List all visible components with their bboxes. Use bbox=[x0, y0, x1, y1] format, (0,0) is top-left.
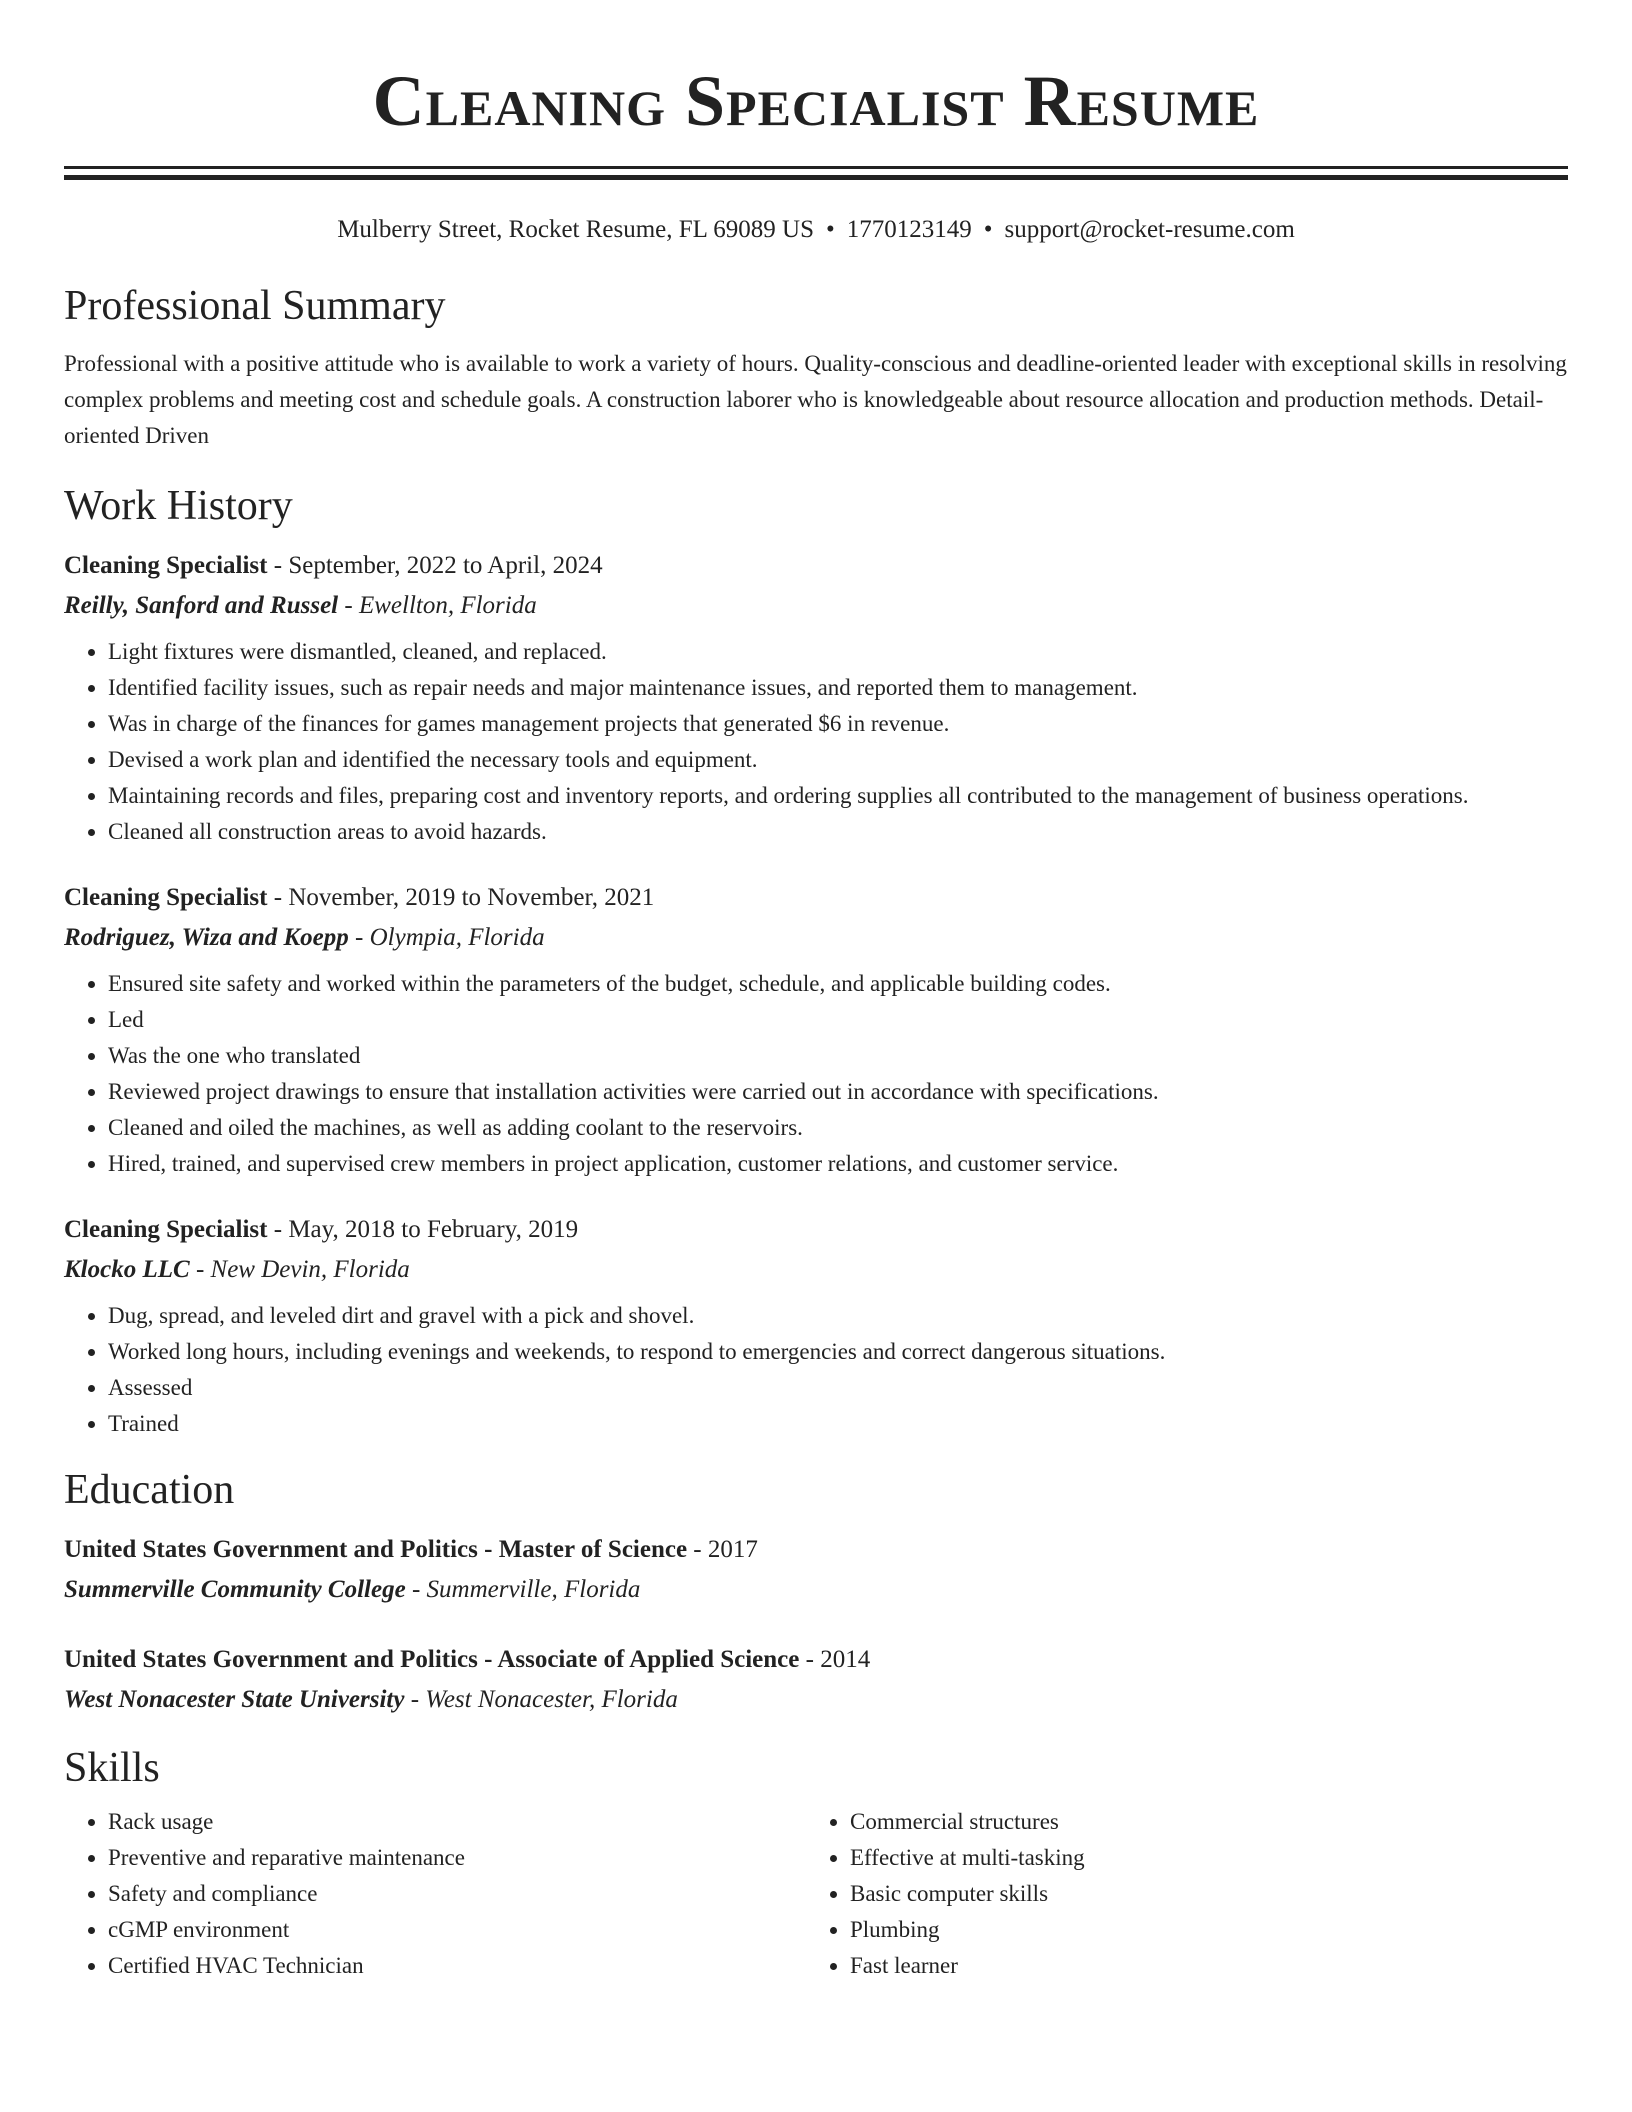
contact-line bbox=[64, 214, 1568, 246]
job-bullets bbox=[64, 1298, 1568, 1442]
skill-item: • Certified HVAC Technician bbox=[108, 1948, 806, 1984]
job-dates: - May, 2018 to February, 2019 bbox=[267, 1216, 579, 1243]
summary-text: Professional with a positive attitude who is available to work a variety of hours. Quality-conscious and deadline-oriented leader with exceptional skills in resolving complex problems and meeting cost and schedule goals. A construction laborer who is knowledgeable about resource allocation and production methods. Detail-oriented Driven bbox=[64, 351, 1567, 448]
contact-address: Mulberry Street, Rocket Resume, FL 69089 US bbox=[337, 216, 814, 243]
job-bullets bbox=[64, 966, 1568, 1182]
education-year: - 2014 bbox=[799, 1646, 871, 1673]
education-school-line bbox=[64, 1570, 1568, 1610]
job-entry bbox=[64, 1210, 1568, 1442]
contact-email: support@rocket-resume.com bbox=[1004, 216, 1295, 243]
job-bullets bbox=[64, 634, 1568, 850]
job-company: Klocko LLC bbox=[64, 1256, 190, 1283]
summary-heading: Professional Summary bbox=[64, 283, 446, 329]
skill-item: • Commercial structures bbox=[850, 1804, 1548, 1840]
job-bullet: • Was in charge of the finances for games management projects that generated $6 in revenue. bbox=[108, 706, 1568, 742]
job-bullet: • Dug, spread, and leveled dirt and gravel with a pick and shovel. bbox=[108, 1298, 1568, 1334]
resume-title: Cleaning Specialist Resume bbox=[372, 61, 1260, 141]
education-school: Summerville Community College bbox=[64, 1576, 406, 1603]
job-bullet: • Was the one who translated bbox=[108, 1038, 1568, 1074]
job-title: Cleaning Specialist bbox=[64, 552, 268, 579]
education-heading: Education bbox=[64, 1467, 235, 1513]
skills-heading: Skills bbox=[64, 1745, 160, 1791]
education-degree-line bbox=[64, 1530, 1568, 1570]
education-entry bbox=[64, 1530, 1568, 1610]
skill-item: • cGMP environment bbox=[108, 1912, 806, 1948]
job-title: Cleaning Specialist bbox=[64, 884, 268, 911]
title-divider-thin bbox=[64, 166, 1568, 169]
skills-list bbox=[64, 1804, 806, 1984]
job-title-line bbox=[64, 1210, 1568, 1250]
skills-list bbox=[806, 1804, 1548, 1984]
job-location: - Olympia, Florida bbox=[348, 924, 545, 951]
job-bullet: • Hired, trained, and supervised crew members in project application, customer relations, and customer service. bbox=[108, 1146, 1568, 1182]
education-entry bbox=[64, 1640, 1568, 1720]
education-degree-line bbox=[64, 1640, 1568, 1680]
job-company: Rodriguez, Wiza and Koepp bbox=[64, 924, 349, 951]
skill-item: • Rack usage bbox=[108, 1804, 806, 1840]
education-year: - 2017 bbox=[687, 1536, 758, 1563]
education-location: - West Nonacester, Florida bbox=[404, 1686, 678, 1713]
job-bullet: • Maintaining records and files, preparing cost and inventory reports, and ordering supplies all contributed to the management of business operations. bbox=[108, 778, 1568, 814]
job-dates: - September, 2022 to April, 2024 bbox=[267, 552, 603, 579]
contact-phone: 1770123149 bbox=[846, 216, 972, 243]
job-location: - New Devin, Florida bbox=[189, 1256, 410, 1283]
job-company: Reilly, Sanford and Russel bbox=[64, 592, 339, 619]
education-degree: United States Government and Politics - Associate of Applied Science bbox=[64, 1646, 800, 1673]
job-title-line bbox=[64, 878, 1568, 918]
education-school: West Nonacester State University bbox=[64, 1686, 405, 1713]
skill-item: • Basic computer skills bbox=[850, 1876, 1548, 1912]
skill-item: • Safety and compliance bbox=[108, 1876, 806, 1912]
job-bullet: • Devised a work plan and identified the necessary tools and equipment. bbox=[108, 742, 1568, 778]
job-title: Cleaning Specialist bbox=[64, 1216, 268, 1243]
skill-item: • Plumbing bbox=[850, 1912, 1548, 1948]
job-bullet: • Ensured site safety and worked within the parameters of the budget, schedule, and applicable building codes. bbox=[108, 966, 1568, 1002]
job-bullet: • Light fixtures were dismantled, cleaned, and replaced. bbox=[108, 634, 1568, 670]
education-school-line bbox=[64, 1680, 1568, 1720]
skills-column-right bbox=[806, 1804, 1548, 1984]
job-company-line bbox=[64, 586, 1568, 626]
job-location: - Ewellton, Florida bbox=[338, 592, 537, 619]
job-bullet: • Trained bbox=[108, 1406, 1568, 1442]
job-bullet: • Worked long hours, including evenings and weekends, to respond to emergencies and correct dangerous situations. bbox=[108, 1334, 1568, 1370]
job-company-line bbox=[64, 918, 1568, 958]
job-bullet: • Assessed bbox=[108, 1370, 1568, 1406]
skills-columns bbox=[64, 1804, 1568, 1984]
skill-item: • Fast learner bbox=[850, 1948, 1548, 1984]
job-title-line bbox=[64, 546, 1568, 586]
contact-separator: • bbox=[825, 216, 835, 243]
education-degree: United States Government and Politics - Master of Science bbox=[64, 1536, 688, 1563]
education-location: - Summerville, Florida bbox=[405, 1576, 641, 1603]
job-bullet: • Cleaned and oiled the machines, as well as adding coolant to the reservoirs. bbox=[108, 1110, 1568, 1146]
skill-item: • Effective at multi-tasking bbox=[850, 1840, 1548, 1876]
job-bullet: • Led bbox=[108, 1002, 1568, 1038]
resume-page bbox=[64, 0, 1568, 1984]
job-bullet: • Cleaned all construction areas to avoid hazards. bbox=[108, 814, 1568, 850]
skill-item: • Preventive and reparative maintenance bbox=[108, 1840, 806, 1876]
job-entry bbox=[64, 878, 1568, 1182]
skills-column-left bbox=[64, 1804, 806, 1984]
title-divider-thick bbox=[64, 175, 1568, 180]
job-dates: - November, 2019 to November, 2021 bbox=[267, 884, 655, 911]
job-company-line bbox=[64, 1250, 1568, 1290]
contact-separator: • bbox=[983, 216, 993, 243]
job-bullet: • Identified facility issues, such as repair needs and major maintenance issues, and reported them to management. bbox=[108, 670, 1568, 706]
job-entry bbox=[64, 546, 1568, 850]
job-bullet: • Reviewed project drawings to ensure that installation activities were carried out in accordance with specifications. bbox=[108, 1074, 1568, 1110]
work-history-heading: Work History bbox=[64, 483, 293, 529]
